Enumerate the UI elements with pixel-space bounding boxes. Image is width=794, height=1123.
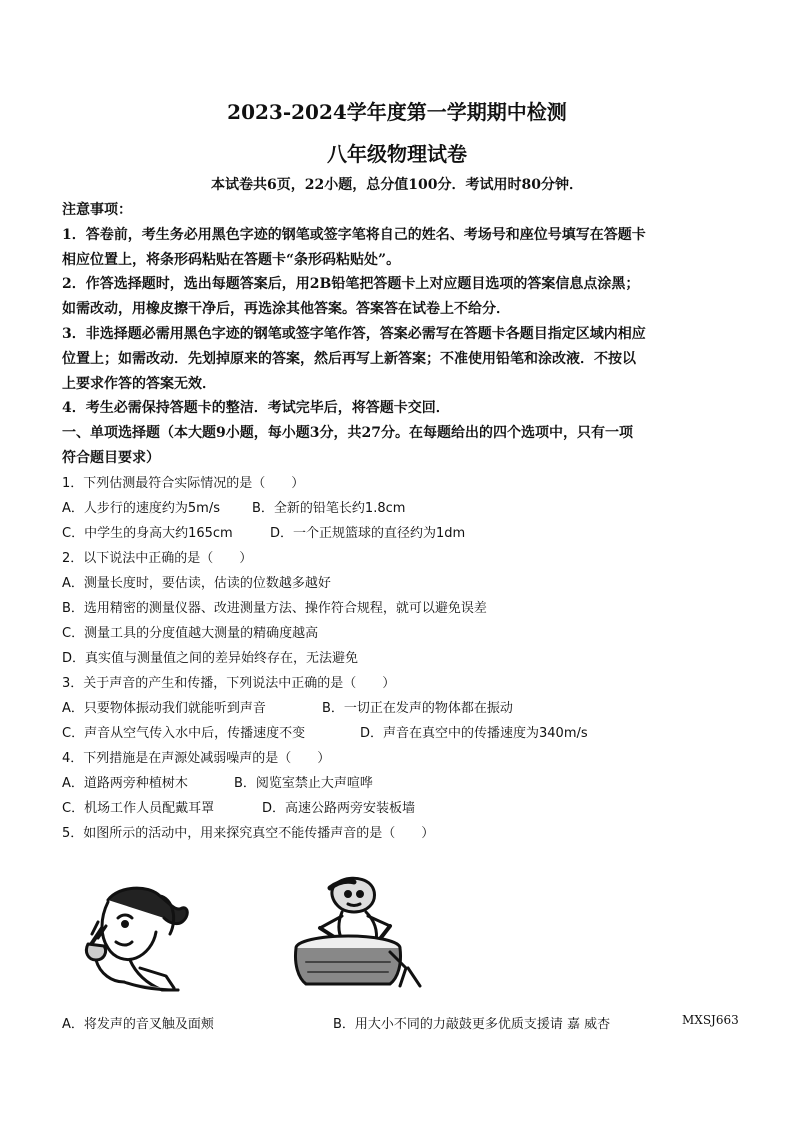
question-stem: 2．以下说法中正确的是（ ） [62,550,253,566]
note-line: 1．答卷前，考生务必用黑色字迹的钢笔或签字笔将自己的姓名、考场号和座位号填写在答题卡 [62,226,646,243]
question-stem: 3．关于声音的产生和传播，下列说法中正确的是（ ） [62,675,396,691]
notes-heading: 注意事项： [62,202,132,218]
exam-info: 本试卷共6页，22小题，总分值100分．考试用时80分钟． [211,177,583,193]
option-a: A．人步行的速度约为5m/s [62,500,220,516]
note-line: 位置上；如需改动．先划掉原来的答案，然后再写上新答案；不准使用铅笔和涂改液．不按以 [62,350,636,367]
exam-subtitle: 八年级物理试卷 [327,142,467,166]
note-line: 如需改动，用橡皮擦干净后，再选涂其他答案。答案答在试卷上不给分． [62,301,510,318]
exam-content [62,198,732,846]
option-b: B．选用精密的测量仪器、改进测量方法、操作符合规程，就可以避免误差 [62,600,487,616]
section-heading: 一、单项选择题（本大题9小题，每小题3分，共27分。在每题给出的四个选项中，只有一项 [62,425,633,442]
question-stem: 5．如图所示的活动中，用来探究真空不能传播声音的是（ ） [62,825,435,841]
option-d: D．真实值与测量值之间的差异始终存在，无法避免 [62,650,359,666]
caption-b: B．用大小不同的力敲鼓更多优质支援请 嘉 威杏 [333,1017,611,1032]
option-c: C．中学生的身高大约165cm [62,525,233,541]
caption-code: MXSJ663 [682,1013,739,1027]
option-d: D．声音在真空中的传播速度为340m/s [360,725,588,741]
note-line: 4．考生必需保持答题卡的整洁．考试完毕后，将答题卡交回． [62,400,450,417]
option-row [62,721,732,746]
option-b: B．全新的铅笔长约1.8cm [252,500,406,516]
option-a: A．只要物体振动我们就能听到声音 [62,700,266,716]
caption-a: A．将发声的音叉触及面颊 [62,1017,214,1032]
option-row [62,521,732,546]
option-c: C．声音从空气传入水中后，传播速度不变 [62,725,306,741]
note-line: 2．作答选择题时，选出每题答案后，用2B铅笔把答题卡上对应题目选项的答案信息点涂黑； [62,276,640,293]
option-b: B．一切正在发声的物体都在振动 [322,700,513,716]
option-row [62,696,732,721]
option-a: A．道路两旁种植树木 [62,775,188,791]
tuning-fork-figure [78,878,193,996]
question-stem: 1．下列估测最符合实际情况的是（ ） [62,475,305,491]
note-line: 相应位置上，将条形码粘贴在答题卡“条形码粘贴处”。 [62,251,401,268]
option-row [62,771,732,796]
option-d: D．一个正规篮球的直径约为1dm [270,525,466,541]
section-heading-cont: 符合题目要求） [62,449,160,466]
drum-figure [290,872,430,994]
question-stem: 4．下列措施是在声源处减弱噪声的是（ ） [62,750,331,766]
option-c: C．测量工具的分度值越大测量的精确度越高 [62,625,319,641]
option-row [62,796,732,821]
note-line: 3．非选择题必需用黑色字迹的钢笔或签字笔作答，答案必需写在答题卡各题目指定区域内相应 [62,325,646,342]
option-c: C．机场工作人员配戴耳罩 [62,800,215,816]
option-b: B．阅览室禁止大声喧哗 [234,775,373,791]
option-row [62,496,732,521]
exam-title: 2023-2024学年度第一学期期中检测 [227,100,567,124]
option-d: D．高速公路两旁安装板墙 [262,800,416,816]
note-line: 上要求作答的答案无效． [62,375,216,392]
option-a: A．测量长度时，要估读，估读的位数越多越好 [62,575,331,591]
